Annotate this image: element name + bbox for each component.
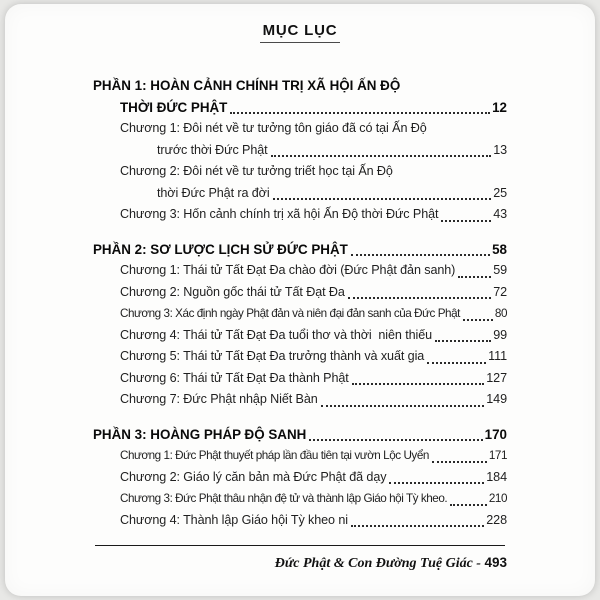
toc-section-heading bbox=[93, 75, 507, 118]
entry-text: Chương 1: Thái tử Tất Đạt Đa chào đời (Đức Phật đản sanh) bbox=[120, 263, 456, 277]
entry-page-number: 80 bbox=[494, 307, 507, 320]
entry-page-number: 184 bbox=[486, 469, 507, 484]
toc-entry bbox=[120, 389, 507, 411]
footer-rule bbox=[95, 545, 505, 546]
entry-text: PHẦN 1: HOÀN CẢNH CHÍNH TRỊ XÃ HỘI ẤN ĐỘ bbox=[93, 78, 401, 93]
entry-page-number: 43 bbox=[493, 207, 507, 221]
toc-entry bbox=[120, 161, 507, 204]
entry-text: THỜI ĐỨC PHẬT bbox=[120, 99, 228, 115]
entry-text: thời Đức Phật ra đời bbox=[157, 185, 270, 200]
entry-page-number: 210 bbox=[488, 492, 507, 505]
entry-text: Chương 2: Đôi nét về tư tưởng triết học tại Ấn Độ bbox=[120, 164, 393, 178]
entry-page-number: 127 bbox=[486, 370, 507, 385]
dot-leader bbox=[351, 525, 484, 527]
entry-page-number: 13 bbox=[493, 142, 507, 157]
dot-leader bbox=[321, 405, 485, 407]
toc-entry bbox=[120, 445, 507, 467]
dot-leader bbox=[389, 482, 484, 484]
toc-entry bbox=[120, 467, 507, 489]
entry-text: PHẦN 2: SƠ LƯỢC LỊCH SỬ ĐỨC PHẬT bbox=[93, 241, 348, 257]
entry-text: Chương 4: Thái tử Tất Đạt Đa tuổi thơ và thời niên thiếu bbox=[120, 327, 432, 342]
entry-text: trước thời Đức Phật bbox=[157, 142, 268, 157]
toc-entry bbox=[120, 260, 507, 282]
toc-entry bbox=[120, 368, 507, 390]
entry-text: Chương 3: Đức Phật thâu nhận đệ tử và thành lập Giáo hội Tỳ kheo. bbox=[120, 492, 448, 505]
toc-entry bbox=[120, 204, 507, 226]
entry-page-number: 99 bbox=[493, 327, 507, 342]
entry-text: Chương 7: Đức Phật nhập Niết Bàn bbox=[120, 392, 318, 406]
entry-page-number: 12 bbox=[492, 99, 507, 115]
entry-page-number: 149 bbox=[486, 392, 507, 406]
entry-page-number: 111 bbox=[488, 349, 507, 363]
book-page bbox=[5, 4, 595, 596]
dot-leader bbox=[352, 383, 485, 385]
dot-leader bbox=[441, 220, 491, 222]
toc-section bbox=[93, 75, 507, 226]
dot-leader bbox=[463, 319, 493, 321]
toc-section bbox=[93, 239, 507, 411]
entry-page-number: 228 bbox=[486, 512, 507, 527]
dot-leader bbox=[230, 112, 490, 114]
entry-text: Chương 1: Đôi nét về tư tưởng tôn giáo đã có tại Ấn Độ bbox=[120, 121, 427, 135]
toc-entry bbox=[120, 346, 507, 368]
page-title: MỤC LỤC bbox=[260, 22, 341, 43]
toc-entry bbox=[120, 510, 507, 532]
entry-text: Chương 2: Giáo lý căn bản mà Đức Phật đã dạy bbox=[120, 469, 387, 484]
entry-text: PHẦN 3: HOÀNG PHÁP ĐỘ SANH bbox=[93, 426, 307, 442]
toc-section-heading bbox=[93, 239, 507, 261]
page-footer bbox=[275, 555, 507, 572]
entry-text: Chương 2: Nguồn gốc thái tử Tất Đạt Đa bbox=[120, 284, 345, 299]
toc-entry bbox=[120, 118, 507, 161]
entry-text: Chương 4: Thành lập Giáo hội Tỳ kheo ni bbox=[120, 512, 348, 527]
toc-section bbox=[93, 424, 507, 532]
entry-page-number: 171 bbox=[488, 449, 507, 462]
dot-leader bbox=[435, 340, 491, 342]
table-of-contents bbox=[93, 75, 507, 531]
entry-text: Chương 3: Xác định ngày Phật đản và niên đại đản sanh của Đức Phật bbox=[120, 307, 460, 320]
footer-separator: - bbox=[472, 556, 485, 571]
dot-leader bbox=[309, 439, 482, 441]
footer-book-title: Đức Phật & Con Đường Tuệ Giác bbox=[274, 556, 473, 571]
entry-page-number: 170 bbox=[484, 426, 507, 442]
toc-section-heading bbox=[93, 424, 507, 446]
toc-entry bbox=[120, 282, 507, 304]
entry-page-number: 58 bbox=[492, 241, 507, 257]
dot-leader bbox=[450, 504, 487, 506]
dot-leader bbox=[427, 362, 486, 364]
entry-text: Chương 3: Hốn cảnh chính trị xã hội Ấn Độ thời Đức Phật bbox=[120, 207, 439, 221]
entry-text: Chương 1: Đức Phật thuyết pháp lần đầu tiên tại vườn Lộc Uyển bbox=[120, 449, 429, 462]
dot-leader bbox=[273, 198, 492, 200]
dot-leader bbox=[348, 297, 491, 299]
entry-page-number: 72 bbox=[493, 284, 507, 299]
footer-page-number: 493 bbox=[484, 555, 507, 570]
entry-text: Chương 5: Thái tử Tất Đạt Đa trưởng thành và xuất gia bbox=[120, 349, 425, 363]
entry-page-number: 25 bbox=[493, 185, 507, 200]
toc-entry bbox=[120, 488, 507, 510]
dot-leader bbox=[351, 254, 490, 256]
toc-entry bbox=[120, 303, 507, 325]
dot-leader bbox=[432, 461, 487, 463]
dot-leader bbox=[271, 155, 492, 157]
entry-page-number: 59 bbox=[493, 263, 507, 277]
toc-entry bbox=[120, 325, 507, 347]
dot-leader bbox=[458, 276, 491, 278]
entry-text: Chương 6: Thái tử Tất Đạt Đa thành Phật bbox=[120, 370, 349, 385]
